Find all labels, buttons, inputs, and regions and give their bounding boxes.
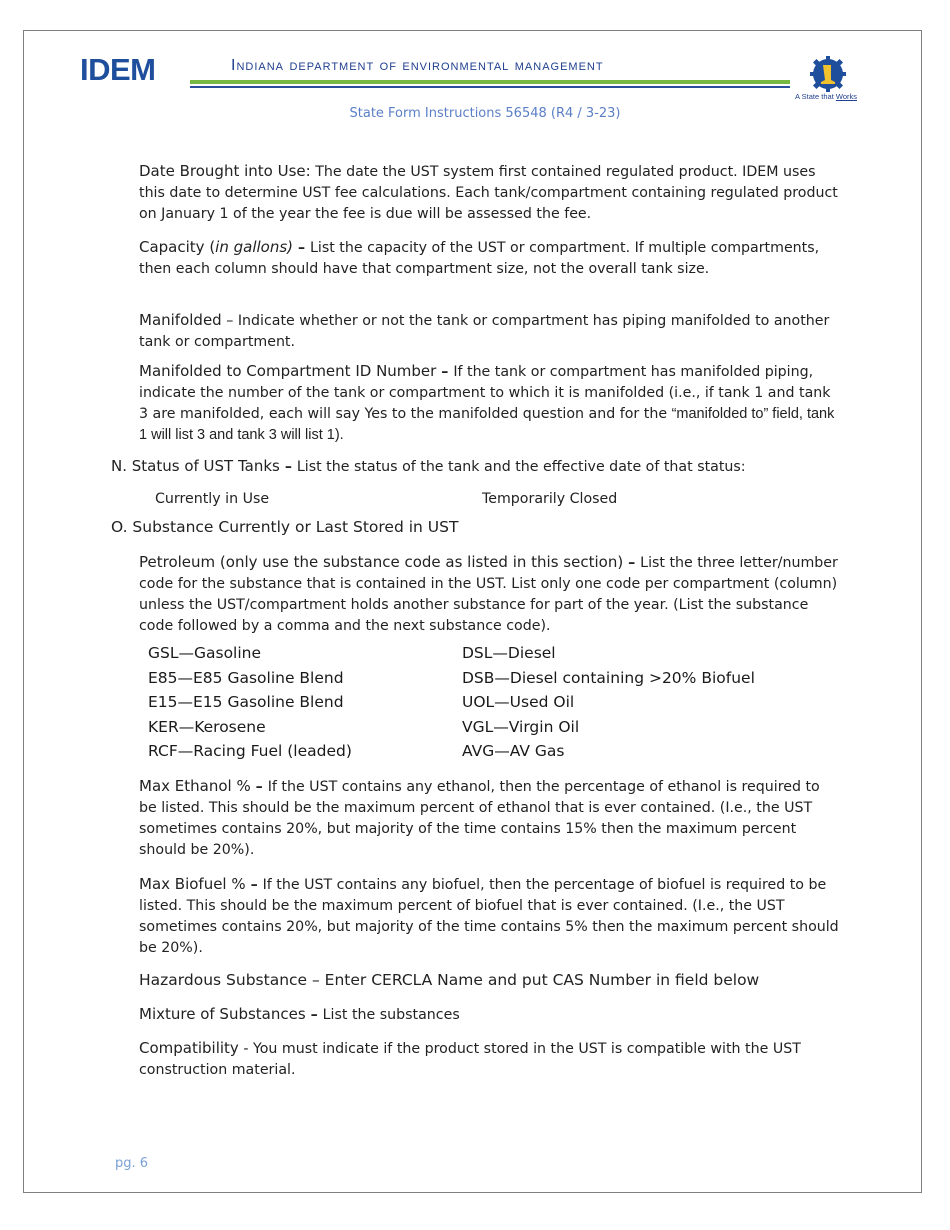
hazardous-substance-line: Hazardous Substance – Enter CERCLA Name and put CAS Number in field below — [139, 971, 760, 989]
header-rule-blue — [190, 86, 790, 88]
date-brought-paragraph: Date Brought into Use: The date the UST system first contained regulated product. IDEM uses this date to determine UST fee calculations. Each tank/compartment containing regulated product on January 1 of the year the fee is due will be assessed the fee. — [139, 162, 838, 222]
code-item: UOL—Used Oil — [462, 693, 575, 711]
code-item: DSL—Diesel — [462, 644, 556, 662]
status-paragraph: N. Status of UST Tanks – List the status of the tank and the effective date of that status: — [111, 457, 746, 475]
code-item: GSL—Gasoline — [148, 644, 262, 662]
code-row — [148, 644, 828, 669]
code-item: DSB—Diesel containing >20% Biofuel — [462, 668, 755, 687]
code-row — [148, 742, 828, 767]
mixture-line: Mixture of Substances – List the substances — [139, 1005, 460, 1023]
code-row — [148, 669, 828, 694]
header-rule-green — [190, 80, 790, 84]
status-option-in-use: Currently in Use — [155, 491, 270, 507]
manifolded-paragraph: Manifolded – Indicate whether or not the tank or compartment has piping manifolded to another tank or compartment. — [139, 311, 830, 350]
max-ethanol-paragraph: Max Ethanol % – If the UST contains any ethanol, then the percentage of ethanol is required to be listed. This should be the maximum percent of ethanol that is ever contained. (I.e., the UST sometimes contains 20%, but majority of the time contains 15% then the maximum percent should be 20%). — [139, 777, 820, 858]
page-number: pg. 6 — [115, 1156, 149, 1171]
capacity-paragraph: Capacity (in gallons) – List the capacity of the UST or compartment. If multiple compartments, then each column should have that compartment size, not the overall tank size. — [139, 238, 820, 277]
code-item: AVG—AV Gas — [462, 742, 565, 760]
max-biofuel-paragraph: Max Biofuel % – If the UST contains any biofuel, then the percentage of biofuel is required to be listed. This should be the maximum percent of biofuel that is ever contained. (I.e., the UST sometimes contains 20%, but majority of the time contains 5% then the maximum percent should be 20%). — [139, 875, 839, 956]
manifolded-to-paragraph: Manifolded to Compartment ID Number – If the tank or compartment has manifolded piping, indicate the number of the tank or compartment to which it is manifolded (i.e., if tank 1 and tank 3 are manifolded, each will say Yes to the manifolded question and for the “manifolded to” field, tank 1 will list 3 and tank 3 will list 1). — [139, 362, 835, 443]
status-option-temp-closed: Temporarily Closed — [482, 491, 618, 507]
tagline: A State that Works — [795, 92, 857, 101]
code-item: E85—E85 Gasoline Blend — [148, 668, 344, 687]
substance-code-list — [148, 644, 828, 767]
idem-logo: IDEM — [80, 52, 156, 87]
petroleum-paragraph: Petroleum (only use the substance code as listed in this section) – List the three letter/number code for the substance that is contained in the UST. List only one code per compartment (column) unless the UST/compartment holds another substance for part of the year. (List the substance code followed by a comma and the next substance code). — [139, 553, 838, 634]
compatibility-paragraph: Compatibility - You must indicate if the product stored in the UST is compatible with the UST construction material. — [139, 1039, 801, 1078]
code-item: KER—Kerosene — [148, 717, 266, 736]
code-item: E15—E15 Gasoline Blend — [148, 693, 344, 711]
code-item: VGL—Virgin Oil — [462, 717, 580, 736]
agency-name: Indiana department of environmental management — [231, 57, 604, 74]
code-item: RCF—Racing Fuel (leaded) — [148, 742, 352, 760]
code-row — [148, 718, 828, 743]
code-row — [148, 693, 828, 718]
substance-heading: O. Substance Currently or Last Stored in UST — [111, 518, 459, 536]
form-number: State Form Instructions 56548 (R4 / 3-23) — [349, 106, 621, 121]
